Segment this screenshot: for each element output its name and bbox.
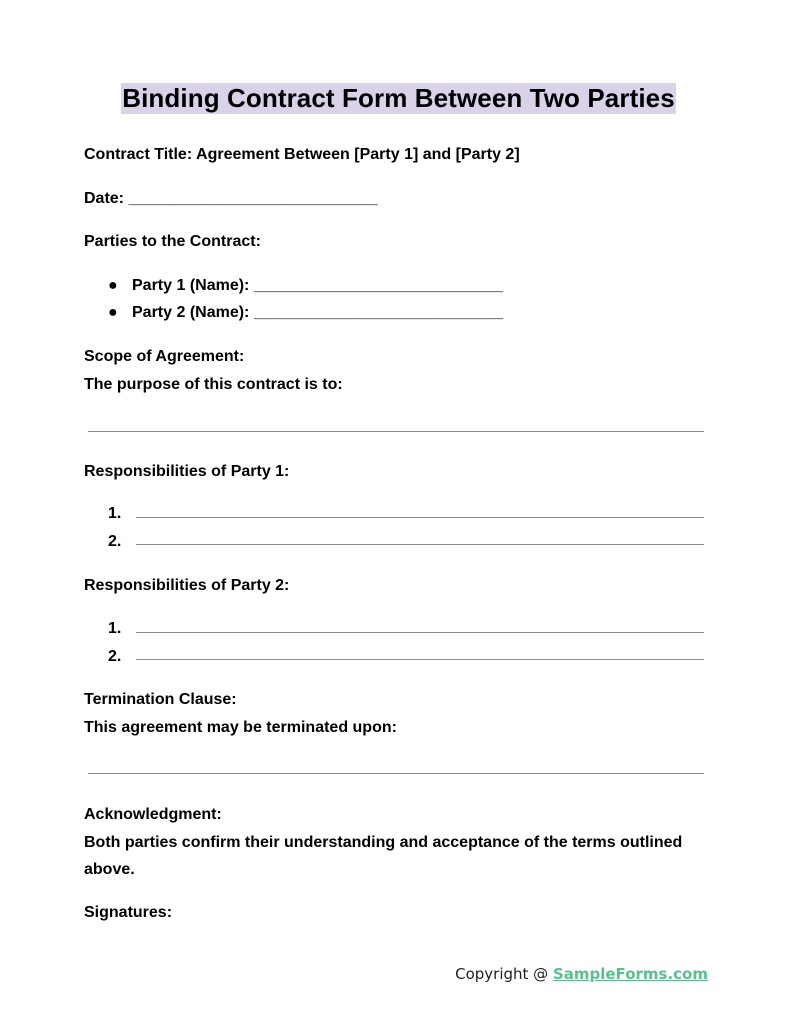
contract-title: Contract Title: Agreement Between [Party 1] and [Party 2]: [84, 146, 520, 163]
date-field[interactable]: Date: ____________________________: [84, 190, 378, 207]
copyright-footer: [455, 964, 708, 984]
acknowledgment-text-line1: Both parties confirm their understanding and acceptance of the terms outlined: [84, 834, 683, 851]
copyright-prefix: Copyright @: [455, 965, 553, 983]
title-wrapper: [0, 83, 797, 114]
party1-responsibilities-heading: Responsibilities of Party 1:: [84, 463, 290, 480]
party1-name-field[interactable]: Party 1 (Name): ____________________________: [132, 277, 503, 294]
acknowledgment-heading: Acknowledgment:: [84, 806, 222, 823]
parties-heading: Parties to the Contract:: [84, 233, 261, 250]
scope-answer-line[interactable]: [88, 431, 704, 432]
list-number: 1.: [108, 620, 122, 637]
acknowledgment-text-line2: above.: [84, 861, 135, 878]
party2-responsibility-2-line[interactable]: [136, 659, 704, 660]
party2-responsibilities-heading: Responsibilities of Party 2:: [84, 577, 290, 594]
termination-prompt: This agreement may be terminated upon:: [84, 719, 397, 736]
party2-responsibility-1-line[interactable]: [136, 632, 704, 633]
scope-prompt: The purpose of this contract is to:: [84, 376, 343, 393]
party2-name-field[interactable]: Party 2 (Name): ____________________________: [132, 304, 503, 321]
bullet-icon: ●: [108, 304, 118, 321]
party1-responsibility-1-line[interactable]: [136, 517, 704, 518]
party1-responsibility-2-line[interactable]: [136, 544, 704, 545]
signatures-heading: Signatures:: [84, 904, 173, 921]
list-number: 2.: [108, 533, 122, 550]
bullet-icon: ●: [108, 277, 118, 294]
scope-heading: Scope of Agreement:: [84, 348, 245, 365]
sampleforms-link[interactable]: SampleForms.com: [552, 965, 708, 983]
document-title: Binding Contract Form Between Two Parties: [122, 83, 675, 113]
termination-answer-line[interactable]: [88, 773, 704, 774]
list-number: 1.: [108, 505, 122, 522]
termination-heading: Termination Clause:: [84, 691, 237, 708]
list-number: 2.: [108, 648, 122, 665]
